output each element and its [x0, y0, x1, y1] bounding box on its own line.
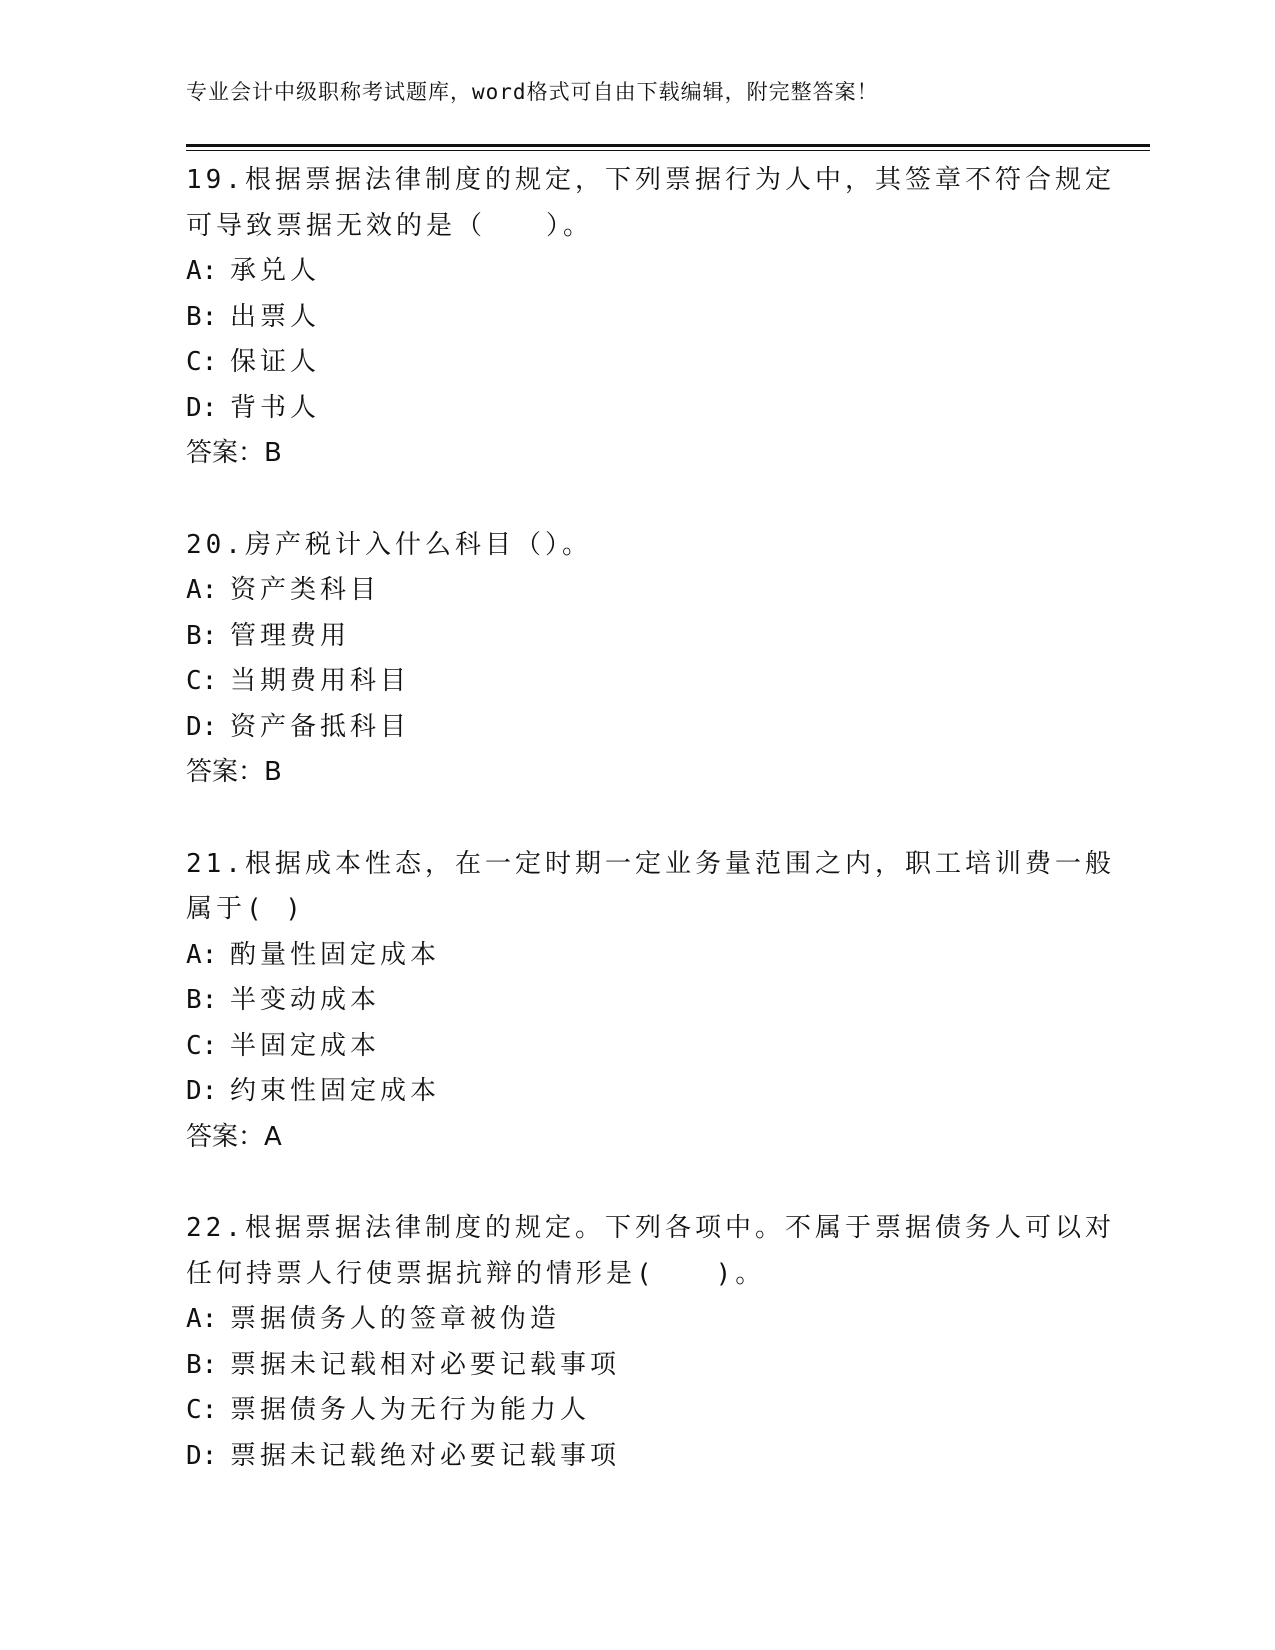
- question-stem-line: 属于( ): [186, 894, 305, 924]
- option-text: 资产备抵科目: [230, 711, 411, 742]
- option-label: D:: [186, 1076, 218, 1106]
- option-label: C:: [186, 347, 218, 377]
- option-label: B:: [186, 1349, 218, 1380]
- option-text: 承兑人: [230, 256, 321, 286]
- question-20: [186, 523, 1086, 796]
- option-c: [186, 340, 1086, 386]
- option-text: 票据债务人为无行为能力人: [230, 1395, 591, 1425]
- option-label: D:: [186, 711, 218, 742]
- question-21: [186, 842, 1115, 1161]
- option-text: 酌量性固定成本: [230, 939, 441, 970]
- option-label: C:: [186, 666, 218, 696]
- option-label: B:: [186, 301, 218, 332]
- option-a: [186, 249, 1086, 295]
- question-22: [186, 1206, 1115, 1479]
- option-c: [186, 1024, 1086, 1070]
- option-d: [186, 1069, 1086, 1115]
- option-label: A:: [186, 256, 218, 286]
- header-rule-thick: [186, 144, 1150, 147]
- question-19: [186, 158, 1115, 477]
- option-text: 当期费用科目: [230, 666, 411, 696]
- option-label: A:: [186, 1304, 218, 1334]
- option-text: 背书人: [230, 392, 321, 423]
- option-b: [186, 295, 1086, 341]
- option-text: 票据未记载相对必要记载事项: [230, 1349, 621, 1380]
- option-text: 约束性固定成本: [230, 1076, 441, 1106]
- question-stem-line: 19.根据票据法律制度的规定，下列票据行为人中，其签章不符合规定: [186, 165, 1115, 195]
- answer: 答案：A: [186, 1121, 282, 1152]
- option-label: A:: [186, 939, 218, 970]
- option-text: 票据未记载绝对必要记载事项: [230, 1440, 621, 1471]
- option-d: [186, 386, 1086, 432]
- question-stem-line: 22.根据票据法律制度的规定。下列各项中。不属于票据债务人可以对: [186, 1213, 1115, 1243]
- page-header: 专业会计中级职称考试题库，word格式可自由下载编辑，附完整答案！: [186, 80, 879, 104]
- option-a: [186, 1297, 1086, 1343]
- option-label: D:: [186, 1440, 218, 1471]
- option-b: [186, 1343, 1086, 1389]
- option-text: 保证人: [230, 347, 321, 377]
- option-label: B:: [186, 985, 218, 1015]
- question-stem-line: 20.房产税计入什么科目（）。: [186, 529, 592, 560]
- answer: 答案：B: [186, 438, 282, 468]
- option-d: [186, 1434, 1086, 1480]
- option-c: [186, 659, 1086, 705]
- question-list: [186, 158, 1115, 1525]
- question-stem-line: 21.根据成本性态，在一定时期一定业务量范围之内，职工培训费一般: [186, 848, 1115, 879]
- option-label: A:: [186, 575, 218, 605]
- option-label: B:: [186, 620, 218, 651]
- option-text: 资产类科目: [230, 575, 381, 605]
- option-text: 管理费用: [230, 620, 351, 651]
- option-label: D:: [186, 392, 218, 423]
- option-label: C:: [186, 1395, 218, 1425]
- option-text: 半变动成本: [230, 985, 381, 1015]
- option-b: [186, 614, 1086, 660]
- option-label: C:: [186, 1030, 218, 1061]
- option-c: [186, 1388, 1086, 1434]
- option-d: [186, 705, 1086, 751]
- option-text: 票据债务人的签章被伪造: [230, 1304, 561, 1334]
- option-text: 出票人: [230, 301, 321, 332]
- question-stem-line: 任何持票人行使票据抗辩的情形是( )。: [186, 1258, 766, 1289]
- header-rule-thin: [186, 150, 1150, 151]
- option-a: [186, 568, 1086, 614]
- option-b: [186, 978, 1086, 1024]
- option-a: [186, 933, 1086, 979]
- answer: 答案：B: [186, 757, 282, 787]
- option-text: 半固定成本: [230, 1030, 381, 1061]
- question-stem-line: 可导致票据无效的是（ ）。: [186, 210, 594, 241]
